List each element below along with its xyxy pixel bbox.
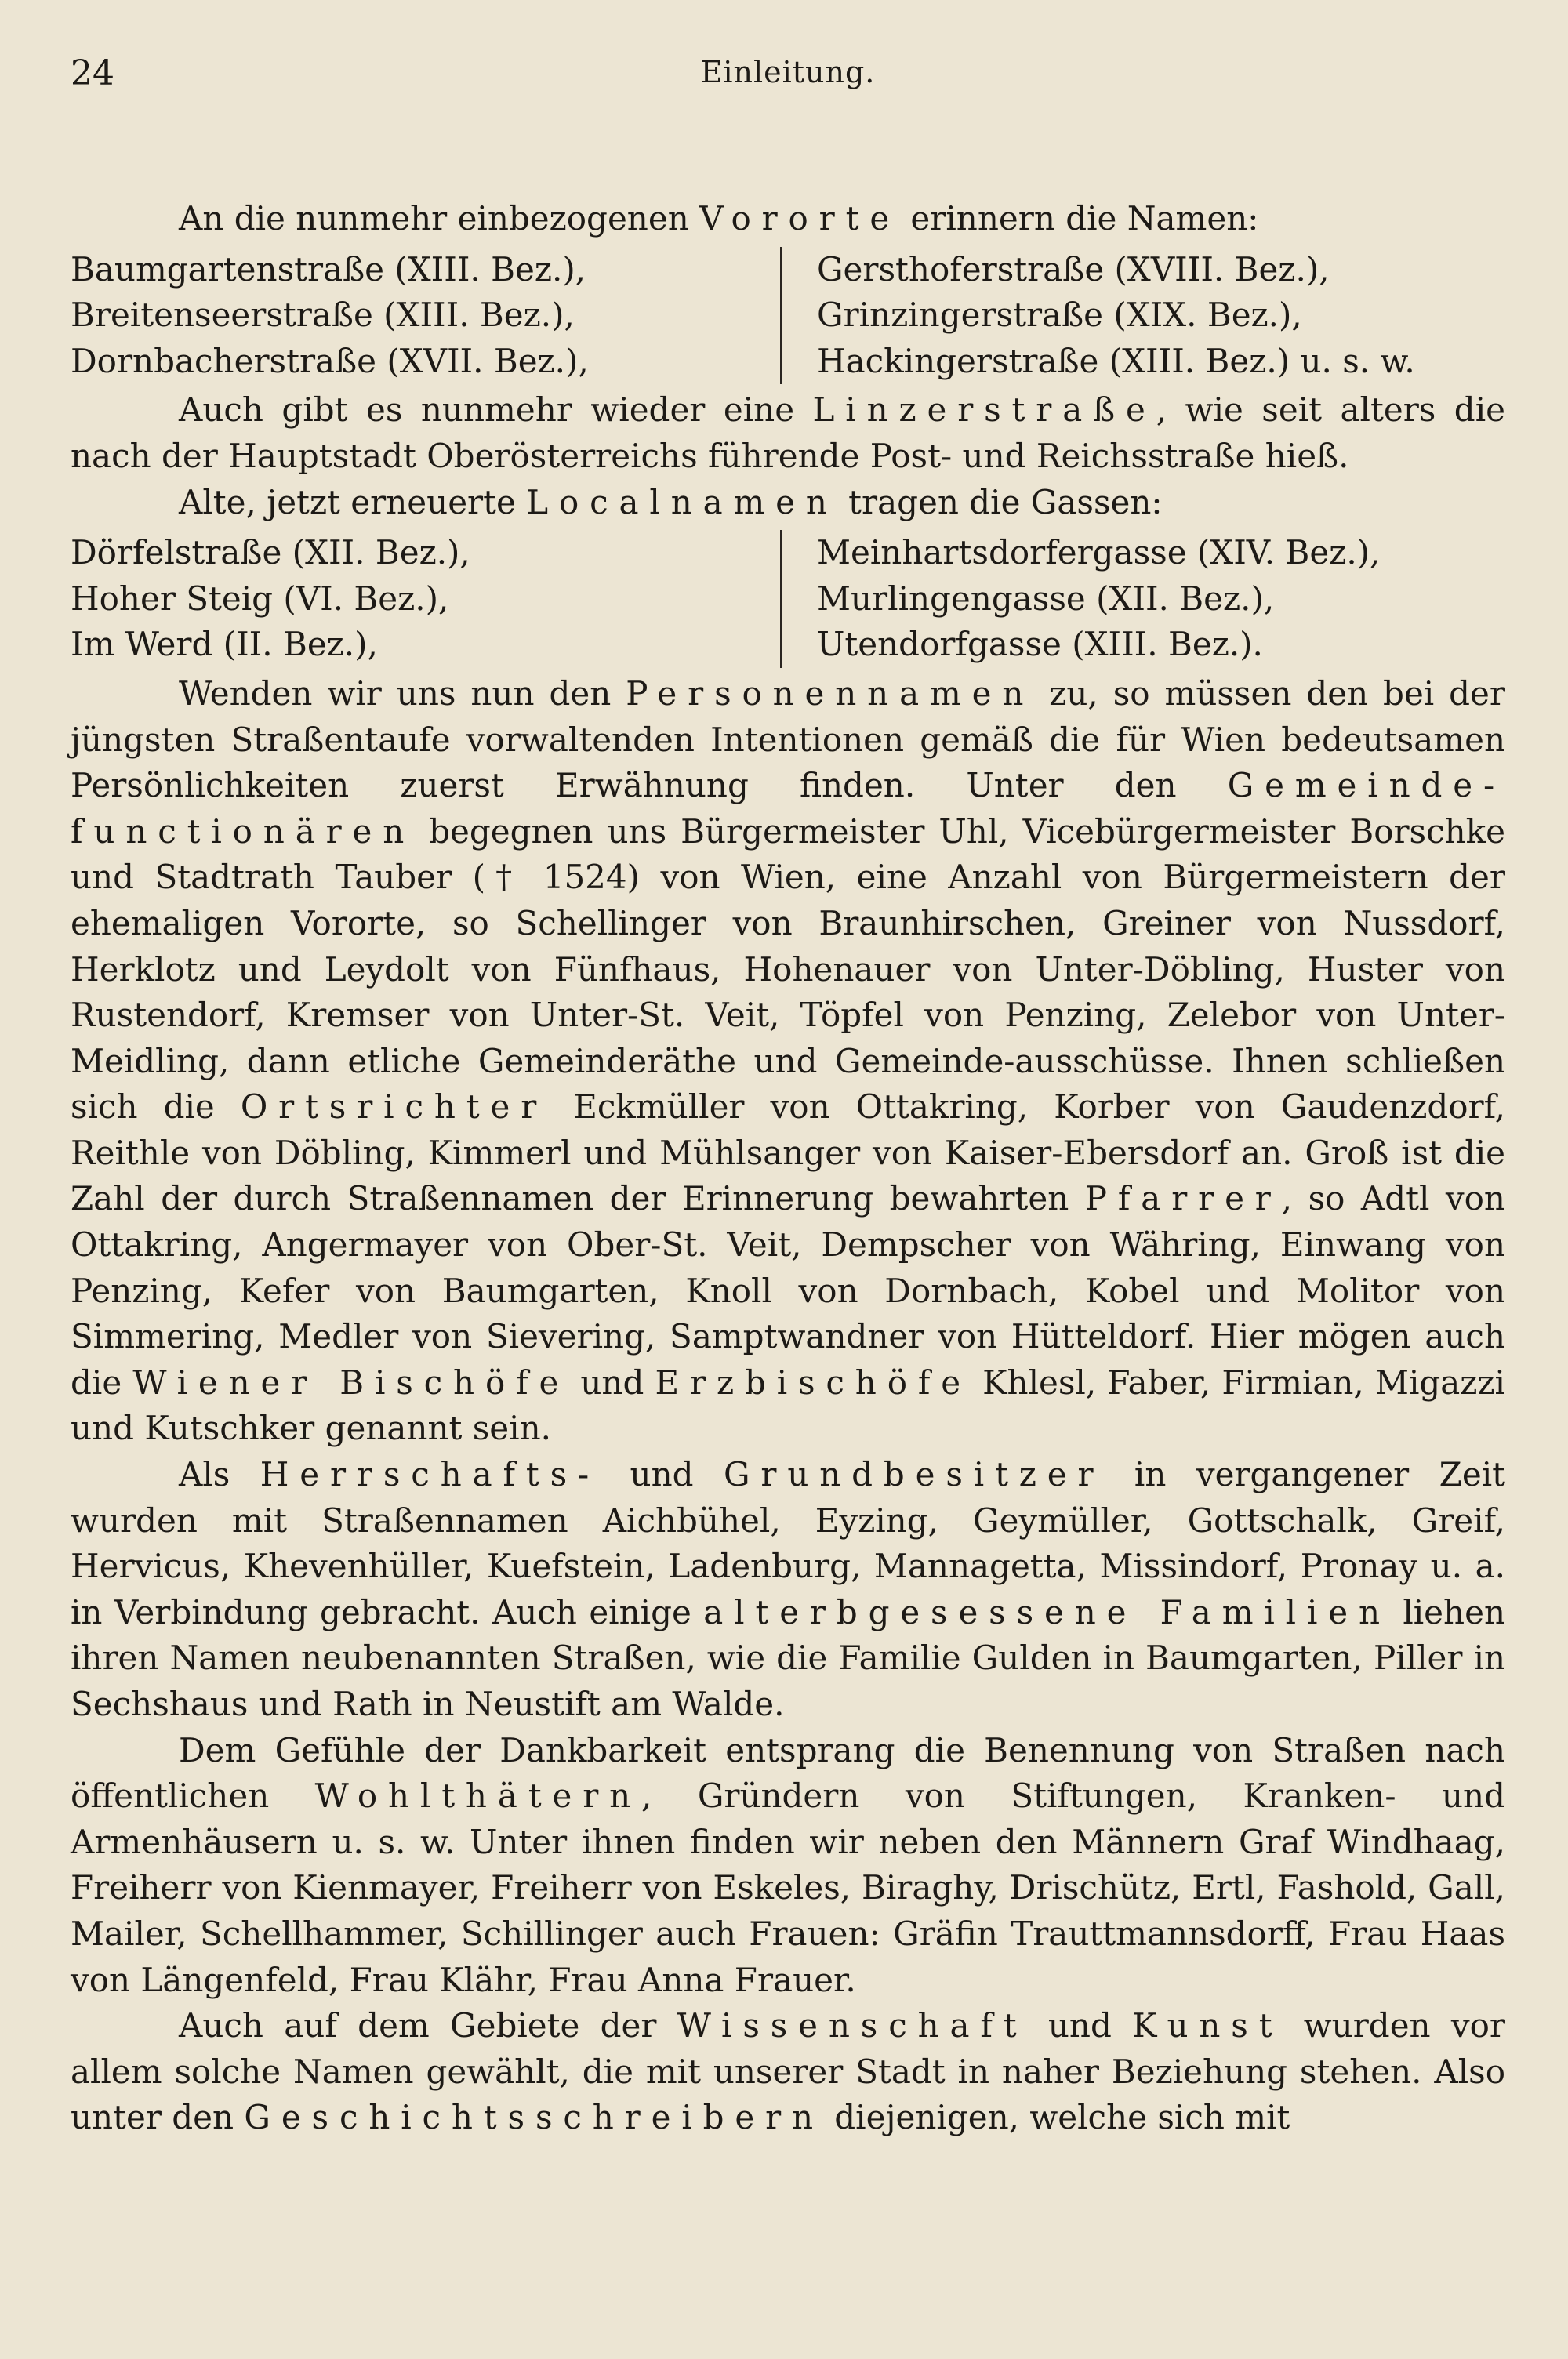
spaced-emphasis: Personennamen: [626, 673, 1035, 713]
text-run: begegnen uns Bürgermeister Uhl, Vicebürgermeister Borschke und Stadtrath Tauber († 1524) von Wien, eine Anzahl von Bürgermeistern der ehemaligen Vororte, so Schellinger von Braunhirschen, Greiner von Nussdorf, Herklotz und Leydolt von Fünfhaus, Hohenauer von Unter-Döbling, Huster von Rustendorf, Kremser von Unter-St. Veit, Töpfel von Penzing, Zelebor von Unter-Meidling, dann etliche Gemeinderäthe und Gemeinde-ausschüsse. Ihnen schließen sich die: [71, 811, 1505, 1127]
page-body: [71, 196, 1505, 2141]
spaced-emphasis: Herrschafts-: [260, 1455, 601, 1494]
text-run: zu, so müssen den bei der jüngsten Straßentaufe vorwaltenden Intentionen gemäß die für Wien bedeutsamen Persönlichkeiten zuerst Erwähnung finden. Unter den: [71, 673, 1505, 805]
street-name-entry: Dörfelstraße (XII. Bez.),: [71, 533, 470, 572]
spaced-emphasis: Vororte: [699, 199, 901, 238]
spaced-emphasis: Wissenschaft: [677, 2006, 1028, 2045]
text-run: Wenden wir uns nun den: [179, 673, 626, 713]
paragraph: [71, 671, 1505, 1452]
spaced-emphasis: Kunst: [1132, 2006, 1283, 2045]
text-run: diejenigen, welche sich mit: [823, 2098, 1290, 2137]
street-name-entry: Baumgartenstraße (XIII. Bez.),: [71, 249, 586, 289]
paragraph: [71, 196, 1505, 242]
spaced-emphasis: Grundbesitzer: [723, 1455, 1105, 1494]
paragraph: [71, 480, 1505, 526]
street-name-entry: Im Werd (II. Bez.),: [71, 625, 378, 664]
street-name-list: [71, 530, 1505, 668]
street-name-entry: Hackingerstraße (XIII. Bez.) u. s. w.: [817, 341, 1415, 380]
spaced-emphasis: Linzerstraße: [812, 390, 1156, 430]
street-name-entry: Meinhartsdorfergasse (XIV. Bez.),: [817, 533, 1381, 572]
spaced-emphasis: Wiener Bischöfe: [132, 1363, 570, 1402]
text-run: und: [600, 1455, 724, 1494]
paragraph: [71, 2003, 1505, 2141]
text-run: tragen die Gassen:: [837, 482, 1163, 521]
street-name-entry: Hoher Steig (VI. Bez.),: [71, 579, 449, 618]
spaced-emphasis: Ortsrichter: [240, 1087, 548, 1127]
page-header: [71, 53, 1505, 103]
street-name-column-left: [71, 530, 780, 668]
street-name-entry: Murlingengasse (XII. Bez.),: [817, 579, 1275, 618]
street-name-entry: Grinzingerstraße (XIX. Bez.),: [817, 296, 1302, 335]
spaced-emphasis: Localnamen: [526, 482, 838, 521]
text-run: erinnern die Namen:: [900, 199, 1259, 238]
street-name-entry: Breitenseerstraße (XIII. Bez.),: [71, 296, 575, 335]
text-run: , Gründern von Stiftungen, Kranken- und Armenhäusern u. s. w. Unter ihnen finden wir neben den Männern Graf Windhaag, Freiherr von Kienmayer, Freiherr von Eskeles, Biraghy, Drischütz, Ertl, Fashold, Gall, Mailer, Schellhammer, Schillinger auch Frauen: Gräfin Trauttmannsdorff, Frau Haas von Längenfeld, Frau Klähr, Frau Anna Frauer.: [71, 1777, 1505, 1999]
street-name-column-left: [71, 247, 780, 385]
spaced-emphasis: alterbgesessene Familien: [703, 1592, 1391, 1631]
street-name-column-right: [780, 247, 1505, 385]
spaced-emphasis: Erzbischöfe: [655, 1363, 971, 1402]
paragraph: [71, 1452, 1505, 1728]
street-name-entry: Dornbacherstraße (XVII. Bez.),: [71, 341, 589, 380]
street-name-column-right: [780, 530, 1505, 668]
text-run: An die nunmehr einbezogenen: [179, 199, 700, 238]
street-name-entry: Gersthoferstraße (XVIII. Bez.),: [817, 249, 1330, 289]
text-run: Alte, jetzt erneuerte: [179, 482, 527, 521]
text-run: Dem Gefühle der Dankbarkeit entsprang die Benennung von Straßen nach öffentlichen: [71, 1730, 1505, 1816]
text-run: und: [1027, 2006, 1133, 2045]
text-run: Khlesl, Faber, Firmian, Migazzi und Kutschker genannt sein.: [71, 1363, 1505, 1448]
paragraph: [71, 1728, 1505, 2004]
spaced-emphasis: Wohlthätern: [314, 1777, 642, 1816]
street-name-entry: Utendorfgasse (XIII. Bez.).: [817, 625, 1263, 664]
spaced-emphasis: Gemeinde-functionären: [71, 766, 1505, 851]
running-title: Einleitung.: [700, 55, 876, 89]
text-run: wurden vor allem solche Namen gewählt, die mit unserer Stadt in naher Beziehung stehen. Also unter den: [71, 2006, 1505, 2137]
text-run: Auch auf dem Gebiete der: [179, 2006, 677, 2045]
spaced-emphasis: Geschichtsschreibern: [244, 2098, 824, 2137]
page-number: 24: [71, 53, 114, 93]
paragraph: [71, 387, 1505, 479]
text-run: , so Adtl von Ottakring, Angermayer von Ober-St. Veit, Dempscher von Währing, Einwang von Penzing, Kefer von Baumgarten, Knoll von Dornbach, Kobel und Molitor von Simmering, Medler von Sievering, Samptwandner von Hütteldorf. Hier mögen auch die: [71, 1179, 1505, 1402]
street-name-list: [71, 247, 1505, 385]
text-run: Eckmüller von Ottakring, Korber von Gaudenzdorf, Reithle von Döbling, Kimmerl und Mühlsanger von Kaiser-Ebersdorf an. Groß ist die Zahl der durch Straßennamen der Erinnerung bewahrten: [71, 1087, 1505, 1218]
text-run: liehen ihren Namen neubenannten Straßen, wie die Familie Gulden in Baumgarten, Piller in Sechshaus und Rath in Neustift am Walde.: [71, 1592, 1505, 1723]
text-run: in vergangener Zeit wurden mit Straßennamen Aichbühel, Eyzing, Geymüller, Gottschalk, Greif, Hervicus, Khevenhüller, Kuefstein, Ladenburg, Mannagetta, Missindorf, Pronay u. a. in Verbindung gebracht. Auch einige: [71, 1455, 1506, 1631]
text-run: und: [569, 1363, 655, 1402]
text-run: Auch gibt es nunmehr wieder eine: [179, 390, 813, 430]
text-run: Als: [179, 1455, 260, 1494]
text-run: , wie seit alters die nach der Hauptstadt Oberösterreichs führende Post- und Reichsstraße hieß.: [71, 390, 1505, 475]
spaced-emphasis: Pfarrer: [1084, 1179, 1282, 1218]
